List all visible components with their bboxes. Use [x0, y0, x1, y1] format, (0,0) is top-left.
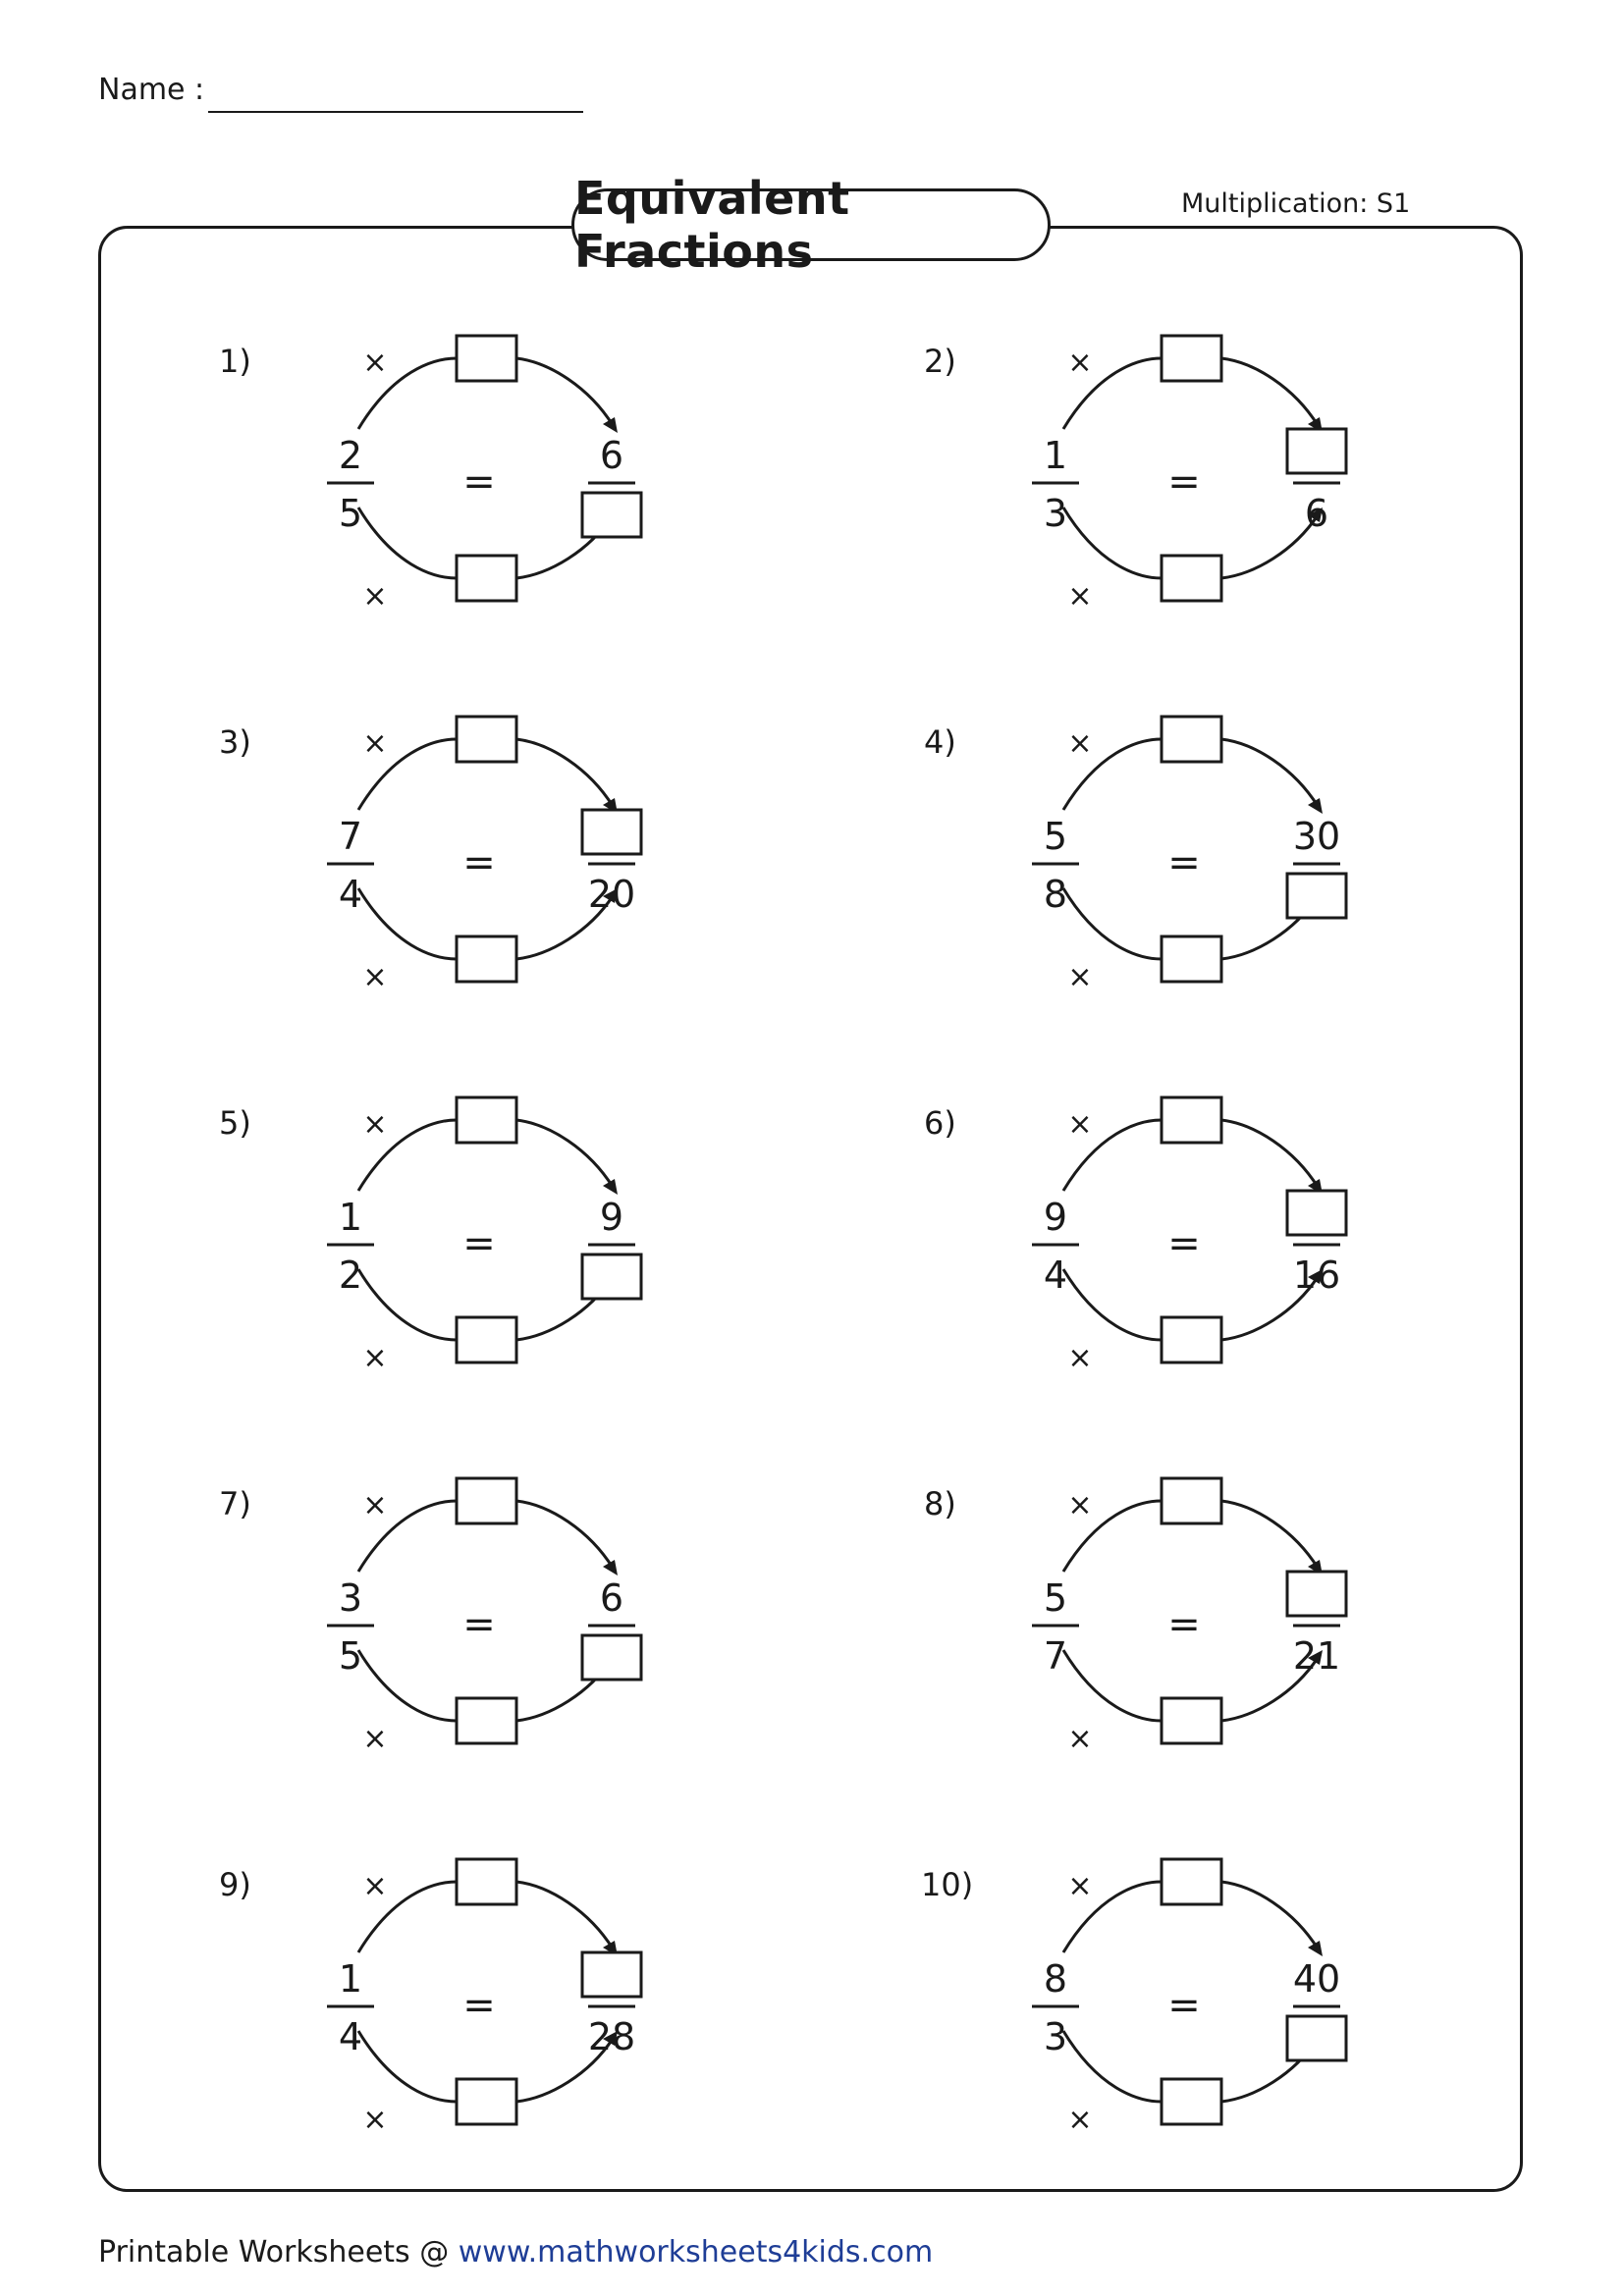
- problem-9: [206, 1852, 756, 2176]
- top-right-arrow-arc: [1221, 1882, 1318, 1949]
- top-multiplier-box[interactable]: [457, 717, 516, 762]
- times-symbol: ×: [362, 1722, 388, 1756]
- times-symbol: ×: [362, 1341, 388, 1375]
- right-denominator: 6: [1304, 492, 1329, 535]
- left-denominator: 8: [1043, 873, 1068, 916]
- answer-denominator-box[interactable]: [582, 1635, 641, 1680]
- top-right-arrow-arc: [1221, 1501, 1318, 1568]
- problem-number: 5): [219, 1104, 251, 1142]
- equals-sign: =: [462, 1221, 496, 1266]
- worksheet-level: Multiplication: S1: [1181, 188, 1411, 219]
- bottom-multiplier-box[interactable]: [1162, 2079, 1221, 2124]
- bottom-multiplier-box[interactable]: [457, 936, 516, 982]
- times-symbol: ×: [362, 726, 388, 761]
- problem-number: 8): [924, 1485, 956, 1522]
- answer-denominator-box[interactable]: [582, 1255, 641, 1299]
- left-denominator: 5: [338, 1634, 363, 1678]
- right-denominator: 20: [587, 873, 636, 916]
- left-numerator: 8: [1043, 1957, 1068, 2001]
- answer-numerator-box[interactable]: [1287, 1572, 1346, 1616]
- top-multiplier-box[interactable]: [1162, 1859, 1221, 1904]
- times-symbol: ×: [362, 2103, 388, 2137]
- right-numerator: 6: [599, 1576, 624, 1620]
- problem-7: [206, 1471, 756, 1795]
- problem-10: [911, 1852, 1461, 2176]
- left-numerator: 3: [338, 1576, 363, 1620]
- top-multiplier-box[interactable]: [457, 336, 516, 381]
- answer-denominator-box[interactable]: [1287, 874, 1346, 918]
- top-multiplier-box[interactable]: [1162, 1478, 1221, 1523]
- right-denominator: 21: [1292, 1634, 1341, 1678]
- equals-sign: =: [1167, 1983, 1201, 2028]
- problem-number: 9): [219, 1866, 251, 1903]
- footer: [98, 2235, 933, 2269]
- answer-numerator-box[interactable]: [582, 810, 641, 854]
- worksheet-title: Equivalent Fractions: [571, 188, 1051, 261]
- problem-number: 4): [924, 723, 956, 761]
- problem-number: 10): [921, 1866, 974, 1903]
- problem-5: [206, 1091, 756, 1415]
- equals-sign: =: [1167, 459, 1201, 505]
- times-symbol: ×: [1067, 1341, 1093, 1375]
- top-right-arrow-arc: [1221, 358, 1318, 425]
- equals-sign: =: [1167, 1221, 1201, 1266]
- answer-numerator-box[interactable]: [1287, 1191, 1346, 1235]
- problem-number: 3): [219, 723, 251, 761]
- equals-sign: =: [1167, 1602, 1201, 1647]
- top-multiplier-box[interactable]: [457, 1097, 516, 1143]
- left-numerator: 1: [1043, 434, 1068, 477]
- bottom-multiplier-box[interactable]: [1162, 1698, 1221, 1743]
- problem-3: [206, 710, 756, 1034]
- left-numerator: 1: [338, 1957, 363, 2001]
- footer-link[interactable]: www.mathworksheets4kids.com: [458, 2235, 934, 2269]
- left-numerator: 2: [338, 434, 363, 477]
- name-answer-line[interactable]: [208, 111, 583, 113]
- top-right-arrow-arc: [516, 1120, 613, 1187]
- bottom-multiplier-box[interactable]: [457, 1317, 516, 1362]
- top-multiplier-box[interactable]: [1162, 1097, 1221, 1143]
- problem-number: 2): [924, 343, 956, 380]
- times-symbol: ×: [362, 960, 388, 994]
- right-numerator: 6: [599, 434, 624, 477]
- left-denominator: 3: [1043, 2015, 1068, 2058]
- left-numerator: 5: [1043, 815, 1068, 858]
- top-right-arrow-arc: [516, 358, 613, 425]
- problem-number: 7): [219, 1485, 251, 1522]
- problem-number: 1): [219, 343, 251, 380]
- top-multiplier-box[interactable]: [1162, 717, 1221, 762]
- problem-number: 6): [924, 1104, 956, 1142]
- times-symbol: ×: [362, 579, 388, 614]
- times-symbol: ×: [1067, 1722, 1093, 1756]
- times-symbol: ×: [1067, 960, 1093, 994]
- left-denominator: 5: [338, 492, 363, 535]
- times-symbol: ×: [1067, 1488, 1093, 1522]
- times-symbol: ×: [1067, 1107, 1093, 1142]
- times-symbol: ×: [1067, 726, 1093, 761]
- right-numerator: 30: [1292, 815, 1341, 858]
- top-multiplier-box[interactable]: [457, 1478, 516, 1523]
- problem-2: [911, 329, 1461, 653]
- left-numerator: 1: [338, 1196, 363, 1239]
- times-symbol: ×: [362, 1107, 388, 1142]
- right-numerator: 9: [599, 1196, 624, 1239]
- bottom-multiplier-box[interactable]: [457, 2079, 516, 2124]
- equals-sign: =: [462, 1602, 496, 1647]
- top-multiplier-box[interactable]: [457, 1859, 516, 1904]
- right-numerator: 40: [1292, 1957, 1341, 2001]
- bottom-multiplier-box[interactable]: [457, 556, 516, 601]
- left-denominator: 4: [338, 2015, 363, 2058]
- right-denominator: 28: [587, 2015, 636, 2058]
- right-denominator: 16: [1292, 1254, 1341, 1297]
- left-denominator: 3: [1043, 492, 1068, 535]
- left-denominator: 4: [1043, 1254, 1068, 1297]
- bottom-multiplier-box[interactable]: [457, 1698, 516, 1743]
- times-symbol: ×: [1067, 1869, 1093, 1903]
- problem-8: [911, 1471, 1461, 1795]
- times-symbol: ×: [362, 1869, 388, 1903]
- bottom-multiplier-box[interactable]: [1162, 936, 1221, 982]
- name-label: Name :: [98, 73, 205, 107]
- times-symbol: ×: [1067, 2103, 1093, 2137]
- left-denominator: 7: [1043, 1634, 1068, 1678]
- top-right-arrow-arc: [1221, 1120, 1318, 1187]
- top-right-arrow-arc: [516, 1882, 613, 1949]
- left-numerator: 9: [1043, 1196, 1068, 1239]
- left-numerator: 7: [338, 815, 363, 858]
- equals-sign: =: [462, 459, 496, 505]
- equals-sign: =: [462, 840, 496, 885]
- equals-sign: =: [1167, 840, 1201, 885]
- times-symbol: ×: [1067, 346, 1093, 380]
- times-symbol: ×: [362, 346, 388, 380]
- bottom-multiplier-box[interactable]: [1162, 556, 1221, 601]
- answer-denominator-box[interactable]: [1287, 2016, 1346, 2060]
- top-right-arrow-arc: [1221, 739, 1318, 806]
- left-denominator: 2: [338, 1254, 363, 1297]
- answer-denominator-box[interactable]: [582, 493, 641, 537]
- problem-6: [911, 1091, 1461, 1415]
- footer-prefix: Printable Worksheets @: [98, 2235, 459, 2269]
- times-symbol: ×: [362, 1488, 388, 1522]
- top-right-arrow-arc: [516, 1501, 613, 1568]
- problem-4: [911, 710, 1461, 1034]
- left-denominator: 4: [338, 873, 363, 916]
- bottom-multiplier-box[interactable]: [1162, 1317, 1221, 1362]
- problem-1: [206, 329, 756, 653]
- left-numerator: 5: [1043, 1576, 1068, 1620]
- top-multiplier-box[interactable]: [1162, 336, 1221, 381]
- equals-sign: =: [462, 1983, 496, 2028]
- top-right-arrow-arc: [516, 739, 613, 806]
- answer-numerator-box[interactable]: [582, 1952, 641, 1997]
- times-symbol: ×: [1067, 579, 1093, 614]
- answer-numerator-box[interactable]: [1287, 429, 1346, 473]
